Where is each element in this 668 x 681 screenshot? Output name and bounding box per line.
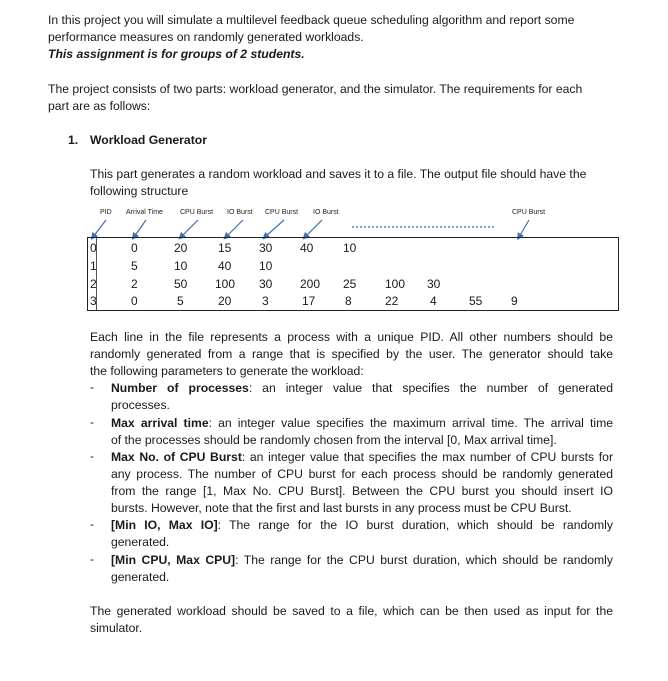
label-arrival-time: Arrival Time: [126, 209, 163, 216]
param-term: [Min IO, Max IO]: [111, 518, 218, 532]
row2-val2: 50: [174, 277, 188, 291]
bullet-dash: -: [90, 449, 94, 463]
group-note: This assignment is for groups of 2 students.: [48, 47, 305, 61]
row1-val2: 10: [174, 259, 188, 273]
bullet-dash: -: [90, 552, 94, 566]
label-cpu-burst-1: CPU Burst: [180, 209, 214, 216]
param-term: [Min CPU, Max CPU]: [111, 553, 236, 567]
label-io-burst-2: IO Burst: [313, 209, 339, 216]
param-continuation: generated.: [111, 570, 170, 584]
row0-val3: 15: [218, 241, 232, 255]
label-io-burst-1: IO Burst: [227, 209, 253, 216]
description-line-2: randomly generated from a range that is specified by the user. The generator should take: [90, 347, 613, 361]
row3-arrival: 0: [131, 294, 138, 308]
row2-val5: 200: [300, 277, 321, 291]
overview-line-2: part are as follows:: [48, 99, 151, 113]
param-text: : an integer value that specifies the max number of CPU bursts for: [241, 450, 613, 464]
param-continuation: any process. The number of CPU burst for each process should be randomly generated: [111, 467, 613, 481]
row2-arrival: 2: [131, 277, 138, 291]
row0-val6: 10: [343, 241, 357, 255]
row2-pid: 2: [90, 277, 97, 291]
bullet-dash: -: [90, 380, 94, 394]
row0-val4: 30: [259, 241, 273, 255]
param-term: Number of processes: [111, 381, 249, 395]
param-cpu-range: [111, 552, 613, 568]
label-cpu-burst-3: CPU Burst: [512, 209, 546, 216]
row3-val5: 17: [302, 294, 316, 308]
row2-val8: 30: [427, 277, 441, 291]
row3-val2: 5: [177, 294, 184, 308]
row1-pid: 1: [90, 259, 97, 273]
description-line-3: the following parameters to generate the workload:: [90, 364, 364, 378]
param-io-range: [111, 517, 613, 533]
row2-val7: 100: [385, 277, 406, 291]
row2-val3: 100: [215, 277, 236, 291]
section-number: 1.: [68, 133, 79, 147]
label-pid: PID: [100, 209, 112, 216]
param-continuation: bursts. However, note that the first and last bursts in any process must be CPU Burst.: [111, 501, 572, 515]
row3-val4: 3: [262, 294, 269, 308]
param-text: : an integer value that specifies the number of generated: [248, 381, 614, 395]
row3-val7: 22: [385, 294, 399, 308]
param-text: : The range for the CPU burst duration, which should be randomly: [235, 553, 613, 567]
arrow-io-2: [305, 220, 322, 237]
arrow-cpu-2: [265, 220, 284, 237]
section-title: Workload Generator: [90, 133, 207, 147]
arrow-io-1: [226, 220, 243, 237]
param-text: : an integer value specifies the maximum arrival time. The arrival time: [208, 416, 614, 430]
row3-val8: 4: [430, 294, 437, 308]
param-continuation: of the processes should be randomly chosen from the interval [0, Max arrival time].: [111, 433, 557, 447]
row0-val2: 20: [174, 241, 188, 255]
row3-val9: 55: [469, 294, 483, 308]
bullet-dash: -: [90, 415, 94, 429]
row0-arrival: 0: [131, 241, 138, 255]
param-text: : The range for the IO burst duration, which should be randomly: [217, 518, 613, 532]
param-number-of-processes: [111, 380, 613, 396]
row1-arrival: 5: [131, 259, 138, 273]
arrow-pid: [93, 220, 106, 237]
structure-line-2: following structure: [90, 184, 189, 198]
row3-val6: 8: [345, 294, 352, 308]
closing-line-2: simulator.: [90, 621, 143, 635]
intro-line-2: performance measures on randomly generated workloads.: [48, 30, 364, 44]
row2-val6: 25: [343, 277, 357, 291]
row0-val5: 40: [300, 241, 314, 255]
param-max-cpu-burst: [111, 449, 613, 465]
intro-line-1: In this project you will simulate a multilevel feedback queue scheduling algorithm and report some: [48, 13, 575, 27]
arrow-cpu-1: [181, 220, 198, 237]
description-line-1: Each line in the file represents a process with a unique PID. All other numbers should be: [90, 330, 613, 344]
param-continuation: from the range [1, Max No. CPU Burst]. Between the CPU burst you should insert IO: [111, 484, 613, 498]
param-continuation: generated.: [111, 535, 170, 549]
param-term: Max arrival time: [111, 416, 209, 430]
row3-val10: 9: [511, 294, 518, 308]
row3-val3: 20: [218, 294, 232, 308]
param-term: Max No. of CPU Burst: [111, 450, 242, 464]
param-max-arrival-time: [111, 415, 613, 431]
overview-line-1: The project consists of two parts: workload generator, and the simulator. The requirements for each: [48, 82, 583, 96]
arrow-cpu-3: [519, 220, 529, 237]
bullet-dash: -: [90, 517, 94, 531]
param-continuation: processes.: [111, 398, 170, 412]
label-cpu-burst-2: CPU Burst: [265, 209, 299, 216]
structure-line-1: This part generates a random workload and saves it to a file. The output file should have the: [90, 167, 587, 181]
arrow-arrival: [134, 220, 146, 237]
row1-val4: 10: [259, 259, 273, 273]
row1-val3: 40: [218, 259, 232, 273]
closing-line-1: The generated workload should be saved to a file, which can be then used as input for the: [90, 604, 613, 618]
row0-pid: 0: [90, 241, 97, 255]
row3-pid: 3: [90, 294, 97, 308]
row2-val4: 30: [259, 277, 273, 291]
